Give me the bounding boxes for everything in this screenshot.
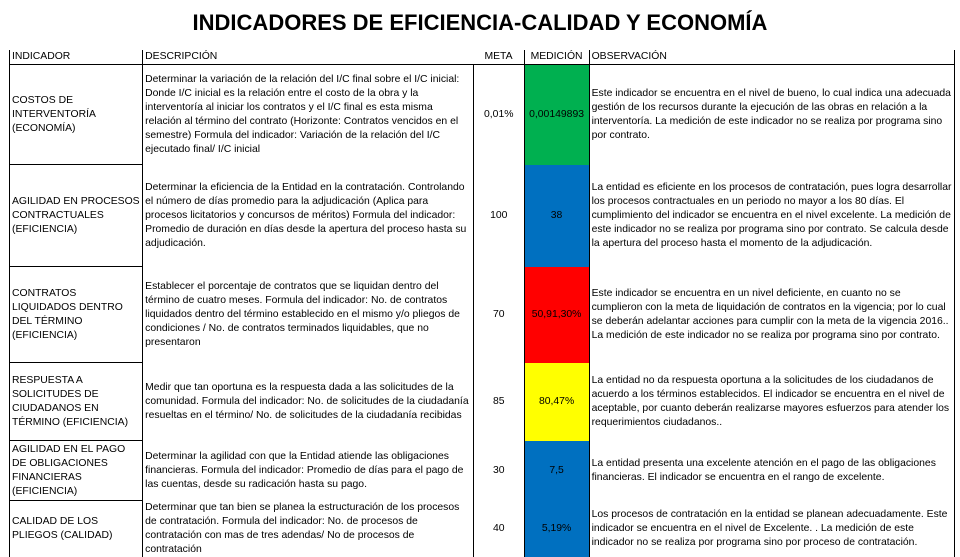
- indicador-cell: CALIDAD DE LOS PLIEGOS (CALIDAD): [10, 501, 143, 557]
- medicion-cell: 7,5: [524, 441, 589, 501]
- indicador-cell: AGILIDAD EN PROCESOS CONTRACTUALES (EFICIENCIA): [10, 165, 143, 267]
- table-row: [10, 441, 955, 501]
- descripcion-cell: Determinar la variación de la relación del I/C final sobre el I/C inicial: Donde I/C inicial es la relación entre el costo de la obra y la interventoría al iniciar los contratos y el I/C final es esta misma relación al término del contrato (Horizonte: Contratos vencidos en el semestre) Formula del indicador: Variación de la relación del I/C ejecutado final/ I/C inicial: [143, 65, 474, 165]
- header-observacion: OBSERVACIÓN: [589, 50, 954, 65]
- header-indicador: INDICADOR: [10, 50, 143, 65]
- indicador-cell: AGILIDAD EN EL PAGO DE OBLIGACIONES FINANCIERAS (EFICIENCIA): [10, 441, 143, 501]
- observacion-cell: Este indicador se encuentra en un nivel deficiente, en cuanto no se cumplieron con la meta de liquidación de contratos en la vigencia; por lo cual se deberán adelantar acciones para cumplir con la meta de la vigencia 2016.. La medición de este indicador no se realiza por programa sino por contrato.: [589, 267, 954, 363]
- medicion-cell: 80,47%: [524, 363, 589, 441]
- table-row: [10, 363, 955, 441]
- observacion-cell: La entidad presenta una excelente atención en el pago de las obligaciones financieras. El indicador se encuentra en el rango de excelente.: [589, 441, 954, 501]
- observacion-cell: La entidad no da respuesta oportuna a la solicitudes de los ciudadanos de acuerdo a los términos establecidos. El indicador se encuentra en el nivel de aceptable, por cuanto deberán realizarse mayores esfuerzos para atender los requerimientos ciudadanos..: [589, 363, 954, 441]
- observacion-cell: Este indicador se encuentra en el nivel de bueno, lo cual indica una adecuada gestión de los recursos durante la ejecución de las obras en relación a la interventoría. La medición de este indicador no se realiza por programa sino por contrato.: [589, 65, 954, 165]
- medicion-cell: 50,91,30%: [524, 267, 589, 363]
- meta-cell: 40: [492, 522, 505, 534]
- meta-cell: 0,01%: [484, 108, 514, 120]
- indicators-table: [9, 50, 955, 557]
- table-header-row: [10, 50, 955, 65]
- header-descripcion: DESCRIPCIÓN: [143, 50, 474, 65]
- medicion-cell: 5,19%: [524, 501, 589, 557]
- medicion-cell: 0,00149893: [524, 65, 589, 165]
- meta-cell: 70: [492, 308, 505, 320]
- indicador-cell: RESPUESTA A SOLICITUDES DE CIUDADANOS EN TÉRMINO (EFICIENCIA): [10, 363, 143, 441]
- meta-cell: 100: [490, 209, 508, 221]
- descripcion-cell: Determinar la eficiencia de la Entidad en la contratación. Controlando el número de días promedio para la adjudicación (Aplica para procesos licitatorios y concursos de méritos) Formula del indicador: Promedio de duración en días desde la apertura del proceso hasta su adjudicación.: [143, 165, 474, 267]
- header-meta: META: [473, 50, 524, 65]
- observacion-cell: Los procesos de contratación en la entidad se planean adecuadamente. Este indicador se encuentra en el nivel de Excelente. . La medición de este indicador no se realiza por programa sino por proceso de contratación.: [589, 501, 954, 557]
- descripcion-cell: Determinar la agilidad con que la Entidad atiende las obligaciones financieras. Formula del indicador: Promedio de días para el pago de las cuentas, desde su radicación hasta su pago.: [143, 441, 474, 501]
- indicador-cell: CONTRATOS LIQUIDADOS DENTRO DEL TÉRMINO (EFICIENCIA): [10, 267, 143, 363]
- table-row: [10, 165, 955, 267]
- page-title: INDICADORES DE EFICIENCIA-CALIDAD Y ECONOMÍA: [192, 10, 768, 35]
- descripcion-cell: Establecer el porcentaje de contratos que se liquidan dentro del término de cuatro meses. Formula del indicador: No. de contratos liquidados dentro del término establecido en el mismo y/o pliegos de condiciones / No. de contratos terminados liquidables, que no presentaron: [143, 267, 474, 363]
- meta-cell: 85: [492, 395, 505, 407]
- table-row: [10, 501, 955, 557]
- meta-cell: 30: [492, 464, 505, 476]
- observacion-cell: La entidad es eficiente en los procesos de contratación, pues logra desarrollar los procesos contractuales en un periodo no mayor a los 80 días. El cumplimiento del indicador se encuentra en el nivel excelente. La medición de este indicador no se realiza por programa sino por contrato. Se calcula desde la apertura del proceso hasta el momento de la adjudicación.: [589, 165, 954, 267]
- medicion-cell: 38: [524, 165, 589, 267]
- table-row: [10, 267, 955, 363]
- table-row: [10, 65, 955, 165]
- header-medicion: MEDICIÓN: [524, 50, 589, 65]
- indicador-cell: COSTOS DE INTERVENTORÍA (ECONOMÍA): [10, 65, 143, 165]
- descripcion-cell: Determinar que tan bien se planea la estructuración de los procesos de contratación. Formula del indicador: No. de procesos de contratación con mas de tres adendas/ No de procesos de contratación: [143, 501, 474, 557]
- descripcion-cell: Medir que tan oportuna es la respuesta dada a las solicitudes de la comunidad. Formula del indicador: No. de solicitudes de la ciudadanía resueltas en el término/ No. de solicitudes de la ciudadanía recibidas: [143, 363, 474, 441]
